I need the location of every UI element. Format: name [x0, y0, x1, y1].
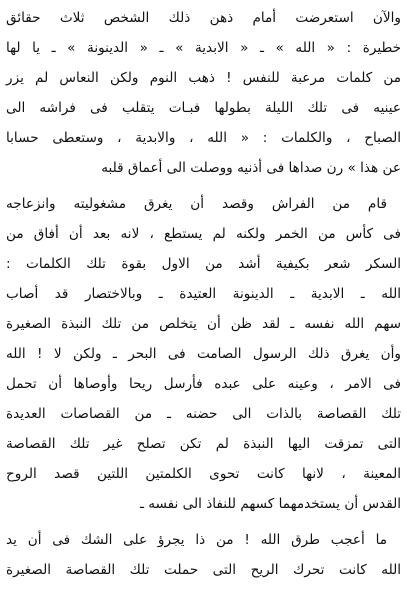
text-line-12: وأن يغرق ذلك الرسول الصامت فى البحر ـ ولكن لا ! الله — [6, 346, 401, 362]
document-page — [6, 4, 401, 606]
text-line-18: ما أعجب طرق الله ! من ذا يجرؤ على الشك فى أن يد — [6, 532, 387, 548]
text-line-7: قام من الفراش وقصد أن يغرق مشغوليته وانزعاجه — [6, 196, 387, 212]
text-line-13: فى الامر ، وعينه على عبده فأرسل ريحا وأوصاها أن تحمل — [6, 376, 401, 392]
text-line-8: فى كأس من الخمر ولكنه لم يستطع ، لانه بعد أن أفاق من — [6, 226, 401, 242]
text-line-4: عينيه فى تلك الليلة بطولها فبـات يتقلب فى فراشه الى — [6, 100, 401, 116]
text-line-2: خطيرة : « الله » ـ « الابدية » ـ « الدينونة » ـ يا لها — [6, 40, 401, 56]
text-line-5: الصباح ، والكلمات : « الله ، والابدية ، وستعطى حسابا — [6, 130, 401, 146]
text-line-14: تلك القصاصة بالذات الى حضنه ـ من القصاصات العديدة — [6, 406, 401, 422]
text-line-6: عن هذا » رن صداها فى أذنيه ووصلت الى أعماق قلبه — [101, 160, 401, 176]
text-line-11: سهم الله نفسه ـ لقد ظن أن يتخلص من تلك النبذة الصغيرة — [6, 316, 401, 332]
text-line-3: من كلمات مرعبة للنفس ! ذهب النوم ولكن النعاس لم يزر — [6, 70, 401, 86]
text-line-17: القدس أن يستخدمهما كسهم للنفاذ الى نفسه ـ — [139, 496, 401, 512]
text-line-19: الله كانت تحرك الريح التى حملت تلك القصاصة الصغيرة — [6, 562, 401, 578]
text-line-15: التى تمزقت اليها النبذة لم تكن تصلح غير تلك القصاصة — [6, 436, 401, 452]
text-line-9: السكر شعر بكيفية أشد من الاول بقوة تلك الكلمات : — [6, 256, 401, 272]
text-line-16: المعينة ، لانها كانت تحوى الكلمتين اللتين قصد الروح — [6, 466, 401, 482]
text-line-1: والآن استعرضت أمام ذهن ذلك الشخص ثلاث حقائق — [6, 10, 401, 26]
text-line-10: الله ـ الابدية ـ الدينونة العتيدة ـ وبالاختصار قد أصاب — [6, 286, 401, 302]
